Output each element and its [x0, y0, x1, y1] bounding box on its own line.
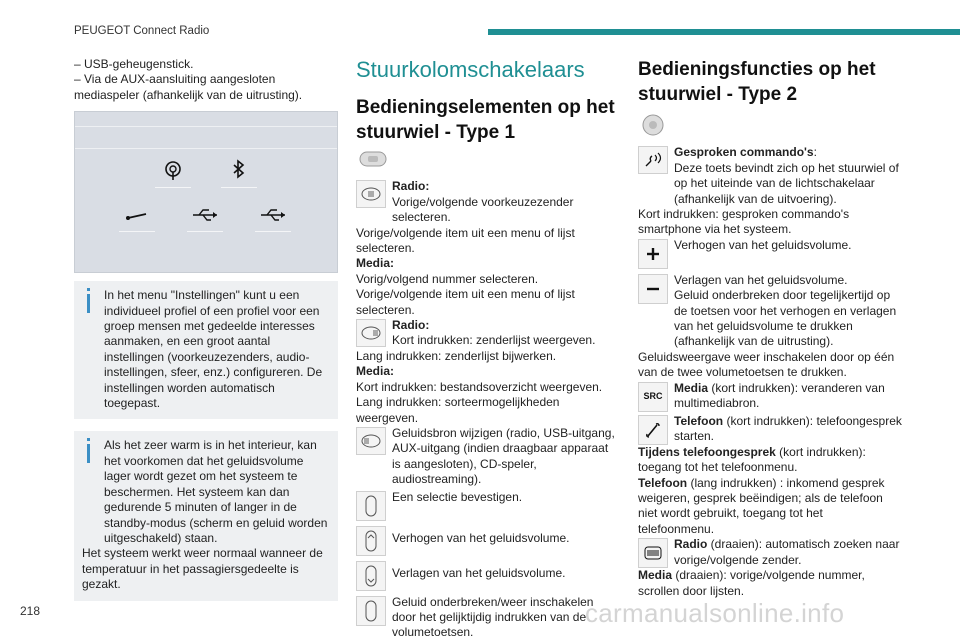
label-media: Media:: [356, 364, 395, 379]
minus-icon: [638, 274, 668, 304]
label-radio: Radio:: [392, 179, 430, 194]
body-text: Verhogen van het geluidsvolume.: [392, 530, 570, 545]
control-row: [356, 179, 620, 225]
body-text: Kort indrukken: bestandsoverzicht weergeven.: [356, 379, 603, 394]
body-text: Lang indrukken: zenderlijst bijwerken.: [356, 348, 557, 363]
body-text: Een selectie bevestigen.: [392, 489, 523, 504]
info-icon: [87, 438, 90, 441]
thumbwheel-icon: [356, 596, 386, 626]
heading: Bedieningsfuncties op het stuurwiel - Type 2: [638, 59, 876, 105]
middle-column: [356, 57, 620, 641]
scroll-wheel-icon: [638, 538, 668, 568]
voice-command-icon: [638, 146, 668, 174]
body-text: (draaien): vorige/volgende nummer, scrollen door lijsten.: [638, 568, 865, 598]
body-text: (lang indrukken) : inkomend gesprek weigeren, gesprek beëindigen; als de telefoon niet wordt gebruikt, toegang tot het telefoonmenu.: [638, 475, 885, 536]
body-text: Kort indrukken: gesproken commando's smartphone via het systeem.: [638, 207, 850, 237]
wheel-knob-icon: [356, 180, 386, 208]
body-text: Lang indrukken: sorteermogelijkheden weergeven.: [356, 395, 560, 425]
phone-icon: [638, 415, 668, 445]
control-row: [638, 273, 902, 350]
watermark: carmanualsonline.info: [585, 598, 845, 628]
phone-projection-icon: [155, 158, 191, 188]
running-header: PEUGEOT Connect Radio: [74, 25, 210, 37]
aux-jack-icon: [119, 202, 155, 232]
body-text: Geluid onderbreken/weer inschakelen door het gelijktijdig indrukken van de volumetoetsen.: [392, 594, 594, 640]
body-text: Geluid onderbreken door tegelijkertijd op de toetsen voor het verhogen en verlagen van het geluidsvolume te drukken (afhankelijk van de uitrusting).: [674, 288, 897, 349]
list-item: – USB-geheugenstick.: [74, 57, 194, 71]
body-text: Vorig/volgend nummer selecteren.: [356, 271, 539, 286]
thumbwheel-up-icon: [356, 526, 386, 556]
label-radio: Radio: [674, 537, 708, 552]
note-text: Als het zeer warm is in het interieur, kan het voorkomen dat het geluidsvolume lager wordt gezet om het systeem te beschermen. Het systeem kan dan gedurende 5 minuten of langer in de standby-modus (scherm en geluid worden uitgeschakeld) staan.: [104, 438, 328, 545]
src-label: SRC: [643, 390, 663, 401]
control-row: [638, 238, 902, 269]
label-phone: Telefoon: [638, 475, 688, 490]
label-media: Media: [638, 568, 673, 583]
left-column: [74, 57, 338, 601]
body-text: Verlagen van het geluidsvolume.: [674, 272, 848, 287]
label-media: Media: [674, 380, 709, 395]
label-during-call: Tijdens telefoongesprek: [638, 444, 776, 459]
control-row: [356, 426, 620, 488]
body-text: :: [813, 145, 817, 160]
body-text: (kort indrukken): telefoongesprek starten.: [674, 413, 902, 444]
body-text: (draaien): automatisch zoeken naar vorige/volgende zender.: [674, 537, 900, 567]
info-icon: [87, 288, 90, 291]
control-row: [356, 595, 620, 641]
info-note: [74, 281, 338, 419]
bluetooth-icon: [221, 158, 257, 188]
heading: Bedieningselementen op het stuurwiel - Type 1: [356, 97, 615, 143]
body-text: (kort indrukken): veranderen van multimediabron.: [674, 380, 885, 411]
note-text: In het menu "Instellingen" kunt u een individueel profiel of een profiel voor een groep mensen met gedeelde interesses aanmaken, en een groot aantal instellingen (voorkeuzezenders, audio-instellingen, sfeer, enz.) configureren. De instellingen worden automatisch toegepast.: [104, 288, 323, 411]
page-number: 218: [20, 604, 41, 618]
thumbwheel-down-icon: [356, 561, 386, 591]
usb-icon: [255, 202, 291, 232]
usb-icon: [187, 202, 223, 232]
label-voice: Gesproken commando's: [674, 145, 814, 160]
body-text: Kort indrukken: zenderlijst weergeven.: [392, 333, 596, 348]
control-row: [638, 381, 902, 412]
control-row: [356, 560, 620, 591]
label-radio: Radio:: [392, 318, 430, 333]
body-text: Vorige/volgende item uit een menu of lijst selecteren.: [356, 225, 575, 256]
control-row: [638, 537, 902, 568]
steering-wheel-icon: [638, 113, 902, 141]
header-accent-bar: [488, 29, 960, 35]
info-note: [74, 431, 338, 600]
control-row: [356, 525, 620, 556]
label-phone: Telefoon: [674, 413, 724, 428]
body-text: Vorige/volgende item uit een menu of lijst selecteren.: [356, 287, 575, 317]
control-row: [356, 318, 620, 349]
list-item: – Via de AUX-aansluiting aangesloten mediaspeler (afhankelijk van de uitrusting).: [74, 72, 303, 102]
right-column: [638, 57, 902, 599]
body-text: Geluidsbron wijzigen (radio, USB-uitgang, AUX-uitgang (indien draagbaar apparaat is aangesloten), CD-speler, audiostreaming).: [392, 425, 615, 487]
radio-source-screen-illustration: [74, 111, 338, 273]
section-title: Stuurkolomschakelaars: [356, 57, 585, 82]
steering-wheel-icon: [356, 149, 620, 173]
label-media: Media:: [356, 256, 395, 271]
thumbwheel-icon: [356, 491, 386, 521]
note-text: Het systeem werkt weer normaal wanneer de temperatuur in het passagiersgedeelte is gezakt.: [82, 546, 323, 592]
body-text: Geluidsweergave weer inschakelen door op één van de twee volumetoetsen te drukken.: [638, 349, 895, 380]
body-text: Verhogen van het geluidsvolume.: [674, 237, 852, 252]
body-text: Verlagen van het geluidsvolume.: [392, 565, 566, 580]
src-button-icon: [638, 382, 668, 412]
body-text: Deze toets bevindt zich op het stuurwiel of op het uiteinde van de lichtschakelaar (afhankelijk van de uitvoering).: [674, 160, 899, 206]
source-button-icon: [356, 427, 386, 455]
plus-icon: [638, 239, 668, 269]
control-row: [638, 145, 902, 207]
wheel-knob-icon: [356, 319, 386, 347]
control-row: [356, 490, 620, 521]
body-text: Vorige/volgende voorkeuzezender selecteren.: [392, 194, 574, 225]
control-row: [638, 414, 902, 445]
body-text: (kort indrukken): toegang tot het telefoonmenu.: [638, 444, 866, 475]
